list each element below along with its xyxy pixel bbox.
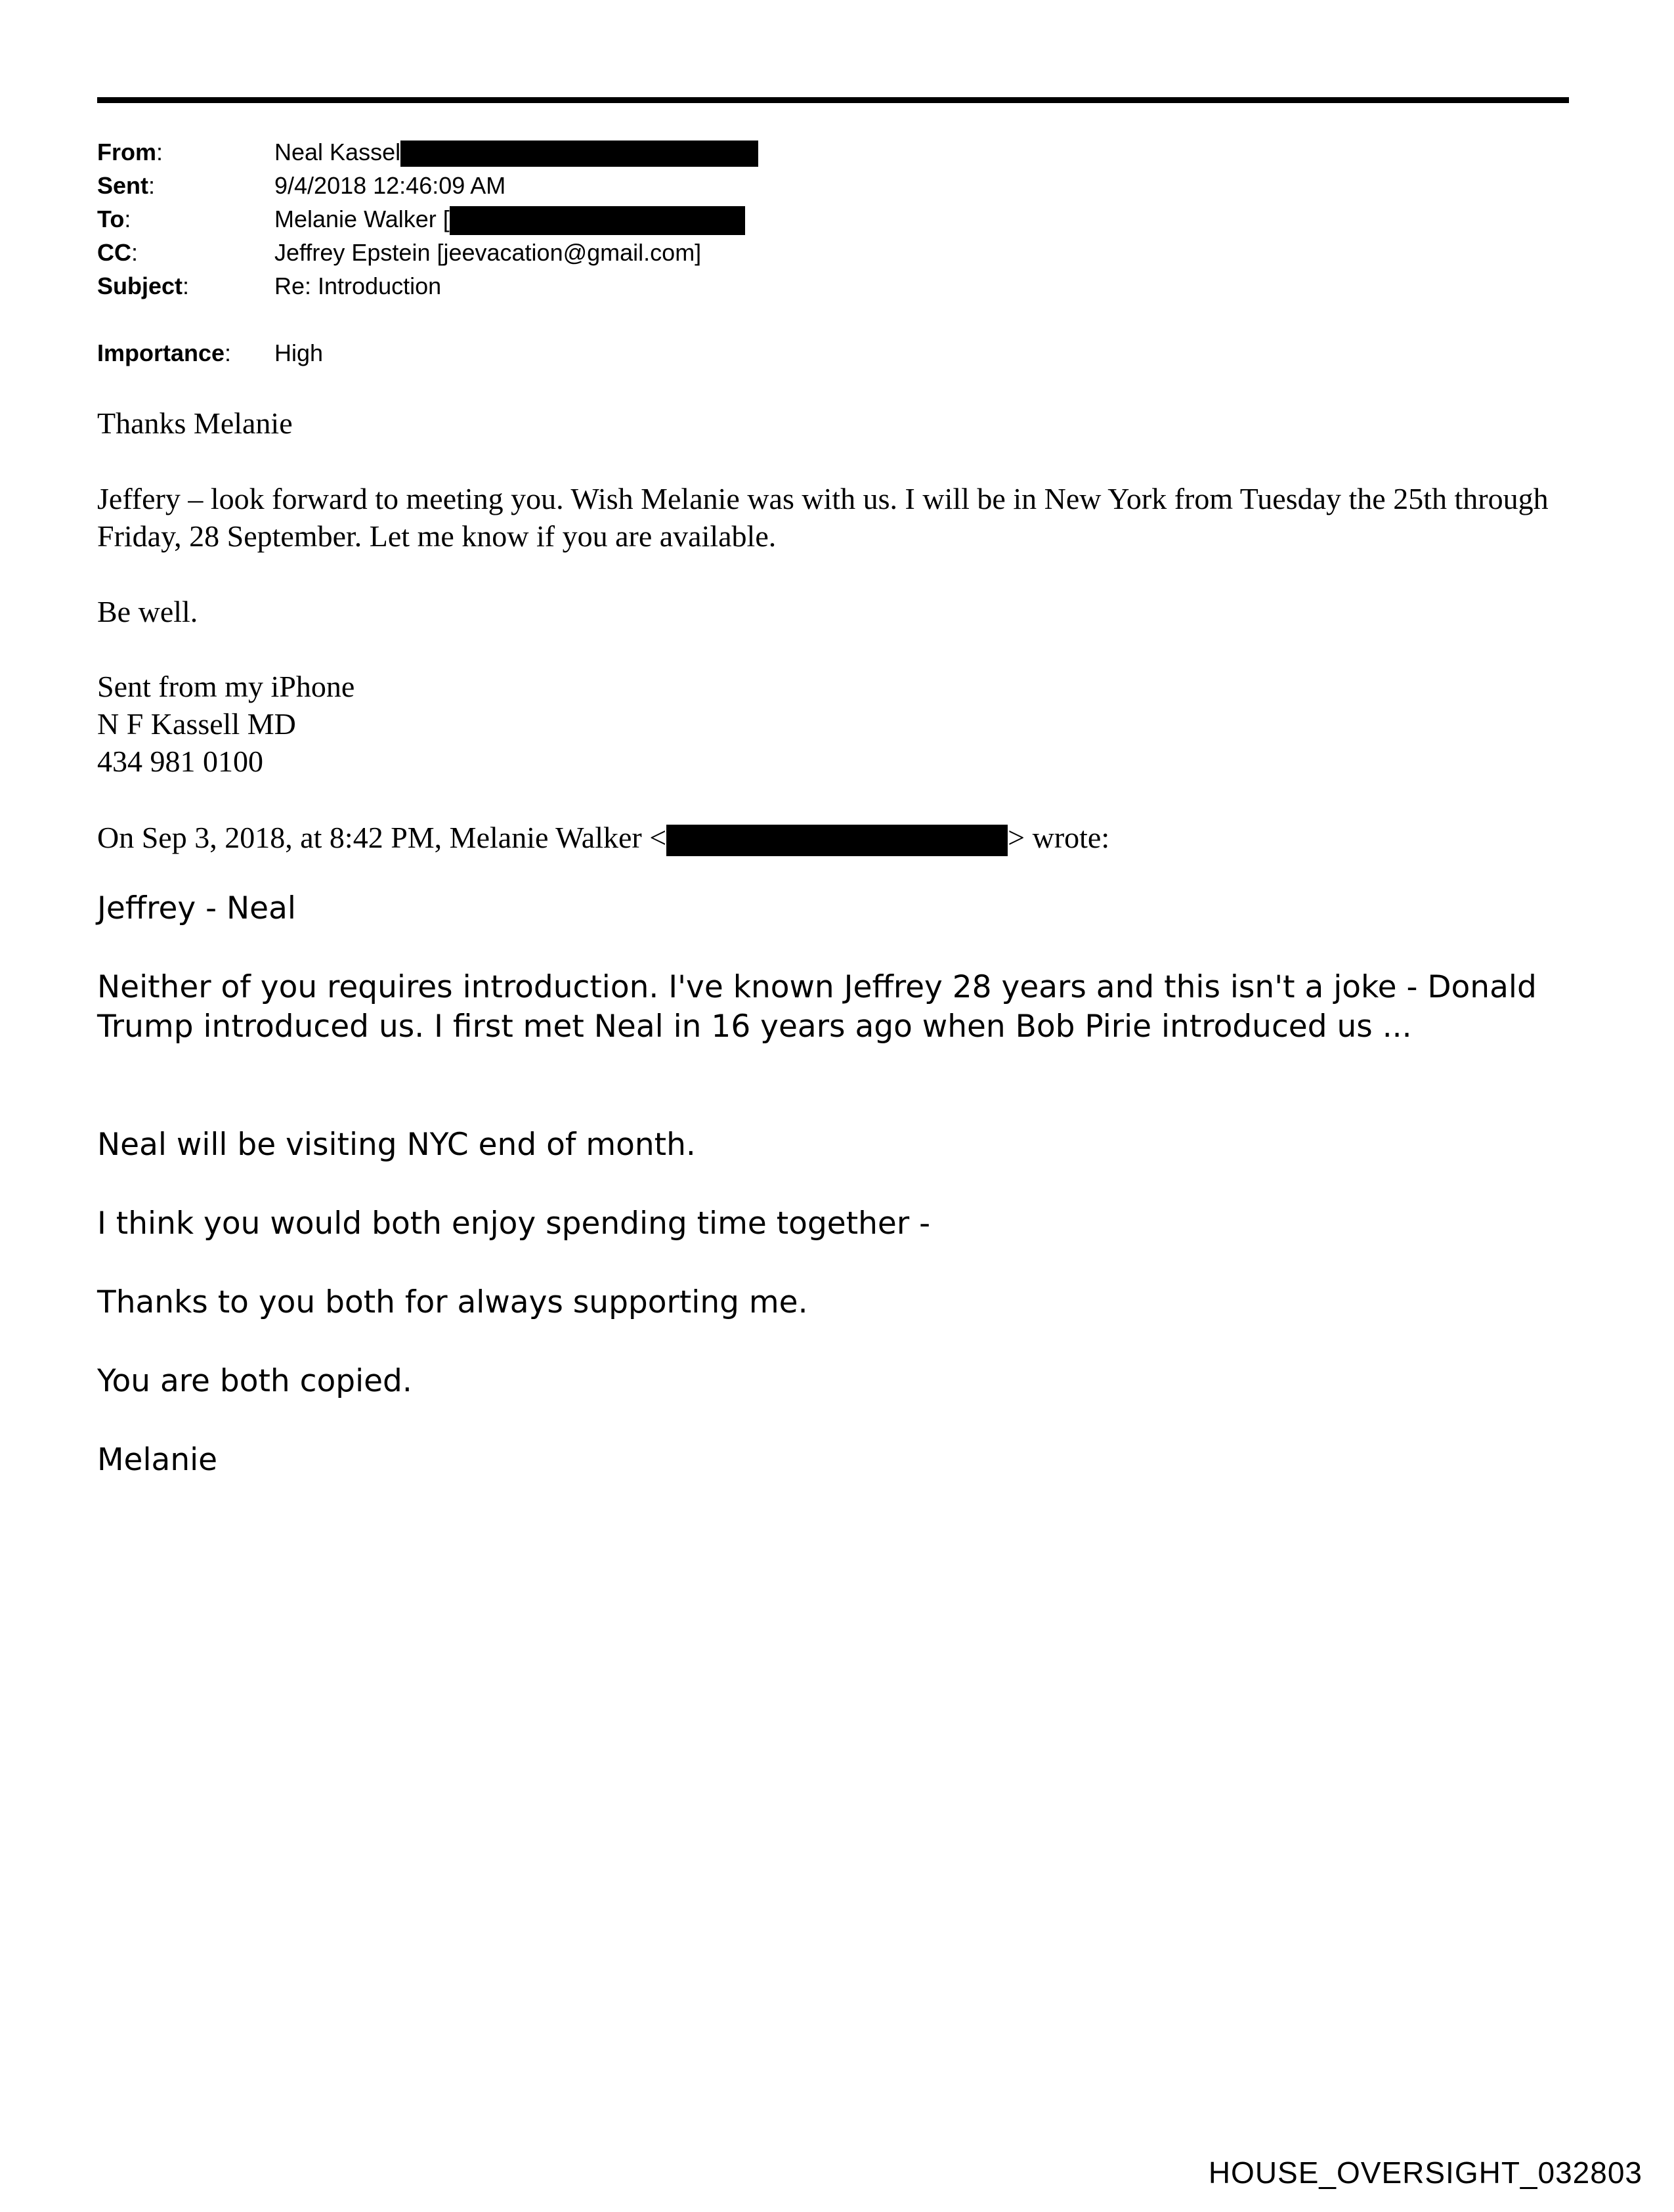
quoted-salutation: Jeffrey - Neal	[97, 890, 296, 926]
from-colon: :	[156, 139, 163, 165]
importance-colon: :	[225, 339, 232, 366]
reply-greeting-block	[97, 404, 1574, 442]
quoted-signoff-block	[97, 1441, 1574, 1480]
redaction-box	[666, 825, 1008, 856]
redaction-box	[450, 206, 745, 235]
reply-closing-block	[97, 593, 1574, 630]
reply-paragraph-block	[97, 480, 1574, 555]
quote-intro-end: > wrote:	[1008, 821, 1110, 854]
subject-value: Re: Introduction	[274, 272, 442, 299]
sent-colon: :	[148, 172, 156, 199]
sent-value: 9/4/2018 12:46:09 AM	[274, 172, 506, 199]
quoted-paragraph-4-block	[97, 1283, 1574, 1322]
signature-line-3: 434 981 0100	[97, 745, 263, 778]
quoted-paragraph-5: You are both copied.	[97, 1363, 412, 1399]
cc-label: CC	[97, 239, 131, 266]
quoted-paragraph-2-block	[97, 1125, 1574, 1165]
signature-line-1: Sent from my iPhone	[97, 670, 355, 703]
bates-number: HOUSE_OVERSIGHT_032803	[1208, 2156, 1642, 2190]
to-colon: :	[124, 206, 131, 232]
quoted-salutation-block	[97, 889, 1574, 928]
quoted-signoff: Melanie	[97, 1442, 218, 1478]
quoted-paragraph-5-block	[97, 1362, 1574, 1401]
cc-value: Jeffrey Epstein [jeevacation@gmail.com]	[274, 239, 702, 266]
quote-intro-start: On Sep 3, 2018, at 8:42 PM, Melanie Walker <	[97, 821, 667, 854]
quote-intro	[97, 819, 1574, 856]
redaction-box	[400, 141, 758, 167]
to-label: To	[97, 206, 125, 232]
importance-label: Importance	[97, 339, 225, 366]
from-value: Neal Kassel	[274, 139, 401, 165]
from-label: From	[97, 139, 156, 165]
reply-paragraph: Jeffery – look forward to meeting you. Wish Melanie was with us. I will be in New York from Tuesday the 25th through Friday, 28 September. Let me know if you are available.	[97, 482, 1549, 553]
quoted-paragraph-2: Neal will be visiting NYC end of month.	[97, 1127, 696, 1163]
subject-colon: :	[182, 272, 190, 299]
top-rule	[97, 97, 1569, 103]
sent-label: Sent	[97, 172, 149, 199]
signature-line-2: N F Kassell MD	[97, 707, 296, 741]
signature-block	[97, 668, 1574, 780]
cc-colon: :	[131, 239, 139, 266]
quoted-paragraph-4: Thanks to you both for always supporting me.	[97, 1284, 808, 1320]
reply-closing: Be well.	[97, 595, 198, 628]
subject-label: Subject	[97, 272, 183, 299]
to-value: Melanie Walker [	[274, 206, 450, 232]
quoted-paragraph-3-block	[97, 1204, 1574, 1244]
quoted-paragraph-3: I think you would both enjoy spending time together -	[97, 1205, 931, 1242]
quoted-paragraph-1: Neither of you requires introduction. I've known Jeffrey 28 years and this isn't a joke - Donald Trump introduced us. I first met Neal in 16 years ago when Bob Pirie introduced us ...	[97, 969, 1537, 1045]
reply-greeting: Thanks Melanie	[97, 406, 293, 440]
quoted-paragraph-1-block	[97, 968, 1574, 1047]
importance-value: High	[274, 339, 324, 366]
